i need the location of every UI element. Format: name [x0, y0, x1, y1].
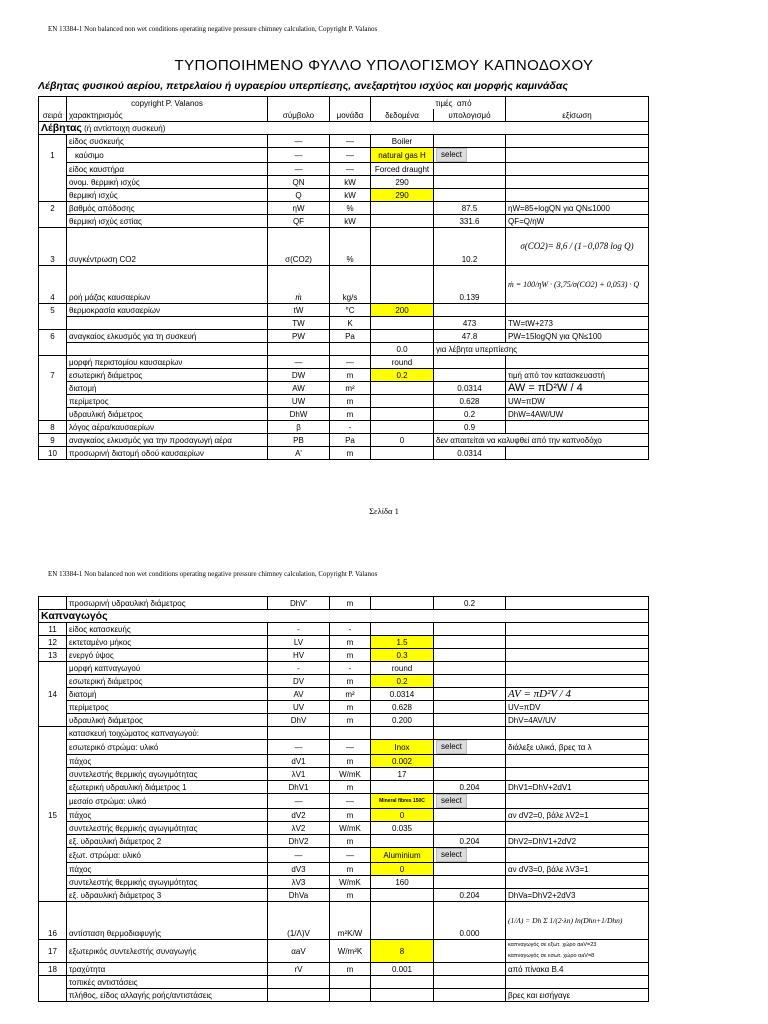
- table-row: υδραυλική διάμετρος DhV m 0.200 DhV=4AV/UV: [39, 714, 649, 727]
- table-row: 17 εξωτερικός συντελεστής συναγωγής αaV W/m²K 8 καπναγωγός σε εξωτ. χώρο αaV=23 καπναγωγός σε εσωτ. χώρο αaV=8: [39, 940, 649, 963]
- outer-layer-material-field[interactable]: Aluminium: [371, 848, 434, 863]
- table-row: εσωτερική διάμετρος DV m 0.2: [39, 675, 649, 688]
- table-row: πάχος dV1 m 0.002: [39, 755, 649, 768]
- document-header-2: EN 13384-1 Non balanced non wet conditions operating negative pressure chimney calculation, Copyright P. Valanos: [48, 570, 378, 578]
- table-row: 12 εκτεταμένο μήκος LV m 1.5: [39, 636, 649, 649]
- convection-note-outdoor: καπναγωγός σε εξωτ. χώρο αaV=23: [508, 942, 597, 948]
- table-row: 8 λόγος αέρα/καυσαερίων β - 0.9: [39, 421, 649, 434]
- section-flue: Καπναγωγός: [39, 610, 649, 623]
- table-row: 16 αντίσταση θερμοδιαφυγής (1/Λ)V m²K/W 0.000 (1/Λ) = Dh Σ 1/(2·λn) ln(Dhn+1/Dhn): [39, 902, 649, 940]
- col-equation: εξίσωση: [506, 109, 649, 122]
- middle-layer-material-field[interactable]: Mineral fibres 150C: [371, 794, 434, 809]
- thermal-resistance-formula: (1/Λ) = Dh Σ 1/(2·λn) ln(Dhn+1/Dhn): [506, 902, 649, 940]
- outer-layer-select-button[interactable]: select: [436, 848, 467, 862]
- length-field[interactable]: 1.5: [371, 636, 434, 649]
- table-row: πλήθος, είδος αλλαγής ροής/αντιστάσεις βρες και εισήγαγε: [39, 989, 649, 1002]
- table-row: εξ. υδραυλική διάμετρος 2 DhV2 m 0.204 DhV2=DhV1+2dV2: [39, 835, 649, 848]
- table-row: 1 καύσιμο — — natural gas H select: [39, 148, 649, 163]
- height-field[interactable]: 0.3: [371, 649, 434, 662]
- table-row: 9 αναγκαίος ελκυσμός για την προσαγωγή αέρα PB Pa 0 δεν απαιτείται να καλυφθεί από την καπνοδόχο: [39, 434, 649, 447]
- calc-sheet-boiler: [38, 96, 649, 460]
- col-symbol: σύμβολο: [268, 109, 330, 122]
- table-row: κατασκευή τοιχώματος καπναγωγού:: [39, 727, 649, 740]
- flue-diameter-field[interactable]: 0.2: [371, 675, 434, 688]
- table-row: θερμική ισχύς Q kW 290: [39, 189, 649, 202]
- table-row: εσωτερικό στρώμα: υλικό — — Inox select διάλεξε υλικά, βρες τα λ: [39, 740, 649, 755]
- col-row-no: σειρά: [39, 109, 67, 122]
- table-row: είδος καυστήρα — — Forced draught: [39, 163, 649, 176]
- page-title: ΤΥΠΟΠΟΙΗΜΕΝΟ ΦΥΛΛΟ ΥΠΟΛΟΓΙΣΜΟΥ ΚΑΠΝΟΔΟΧΟΥ: [174, 57, 594, 74]
- table-row: 15 πάχος dV2 m 0 αν dV2=0, βάλε λV2=1: [39, 809, 649, 822]
- table-row: 2 βαθμός απόδοσης ηW % 87.5 ηW=85+logQN για QN≤1000: [39, 202, 649, 215]
- page-subtitle: Λέβητας φυσικού αερίου, πετρελαίου ή υγραερίου υπερπίεσης, ανεξαρτήτου ισχύος και μορφής καμινάδας: [38, 80, 568, 92]
- table-row: υδραυλική διάμετρος DhW m 0.2 DhW=4AW/UW: [39, 408, 649, 421]
- copyright-note: copyright P. Valanos: [67, 97, 268, 110]
- table-row: είδος συσκευής — — Boiler: [39, 135, 649, 148]
- inner-diameter-field[interactable]: 0.2: [371, 369, 434, 382]
- table-row: συντελεστής θερμικής αγωγιμότητας λV1 W/mK 17: [39, 768, 649, 781]
- table-row: 0.0 για λέβητα υπερπίεσης: [39, 343, 649, 356]
- inner-thickness-field[interactable]: 0.002: [371, 755, 434, 768]
- table-row: 6 αναγκαίος ελκυσμός για τη συσκευή PW Pa 47.8 PW=15logQN για QN≤100: [39, 330, 649, 343]
- table-row: εξ. υδραυλική διάμετρος 3 DhVa m 0.204 DhVa=DhV2+2dV3: [39, 889, 649, 902]
- table-row: εξωτ. στρώμα: υλικό — — Aluminium select: [39, 848, 649, 863]
- table-row: διατομή AW m² 0.0314 AW = πD²W / 4: [39, 382, 649, 395]
- table-row: συντελεστής θερμικής αγωγιμότητας λV2 W/mK 0.035: [39, 822, 649, 835]
- col-calc: υπολογισμό: [434, 109, 506, 122]
- table-row: μορφή καπναγωγού - - round: [39, 662, 649, 675]
- convection-note-indoor: καπναγωγός σε εσωτ. χώρο αaV=8: [508, 953, 595, 959]
- table-row: συντελεστής θερμικής αγωγιμότητας λV3 W/mK 160: [39, 876, 649, 889]
- table-row: θερμική ισχύς εστίας QF kW 331.6 QF=Q/ηW: [39, 215, 649, 228]
- co2-formula: σ(CO2)= 8,6 / (1−0,078 log Q): [506, 228, 649, 266]
- fuel-select-button[interactable]: select: [436, 148, 467, 162]
- table-row: περίμετρος UV m 0.628 UV=πDV: [39, 701, 649, 714]
- middle-thickness-field[interactable]: 0: [371, 809, 434, 822]
- middle-layer-select-button[interactable]: select: [436, 794, 467, 808]
- table-row: 4 ροή μάζας καυσαερίων ṁ kg/s 0.139 ṁ = 100/ηW · (3,75/σ(CO2) + 0,053) · Q: [39, 266, 649, 304]
- table-row: 11 είδος κατασκευής - -: [39, 623, 649, 636]
- table-row: μορφή περιστομίου καυσαερίων — — round: [39, 356, 649, 369]
- table-row: TW K 473 TW=tW+273: [39, 317, 649, 330]
- inner-layer-material-field[interactable]: Inox: [371, 740, 434, 755]
- values-from: από: [456, 98, 472, 108]
- col-unit: μονάδα: [330, 109, 371, 122]
- inner-layer-select-button[interactable]: select: [436, 740, 467, 754]
- col-given: δεδομένα: [371, 109, 434, 122]
- table-row: 13 ενεργό ύψος HV m 0.3: [39, 649, 649, 662]
- convection-coef-field[interactable]: 8: [371, 940, 434, 963]
- mass-flow-formula: ṁ = 100/ηW · (3,75/σ(CO2) + 0,053) · Q: [506, 266, 649, 304]
- table-row: προσωρινή υδραυλική διάμετρος DhV' m 0.2: [39, 597, 649, 610]
- page-number: Σελίδα 1: [369, 506, 399, 516]
- table-row: 14 διατομή AV m² 0.0314 AV = πD²V / 4: [39, 688, 649, 701]
- calc-sheet-flue: [38, 596, 649, 1002]
- col-characteristic: χαρακτηρισμός: [67, 109, 268, 122]
- table-row: ονομ. θερμική ισχύς QN kW 290: [39, 176, 649, 189]
- flue-temp-field[interactable]: 200: [371, 304, 434, 317]
- table-row: περίμετρος UW m 0.628 UW=πDW: [39, 395, 649, 408]
- section-boiler: Λέβητας (ή αντίστοιχη συσκευή): [39, 122, 649, 135]
- table-row: τοπικές αντιστάσεις: [39, 976, 649, 989]
- fuel-field[interactable]: natural gas H: [371, 148, 434, 163]
- table-row: 7 εσωτερική διάμετρος DW m 0.2 τιμή από τον κατασκευαστή: [39, 369, 649, 382]
- outer-thickness-field[interactable]: 0: [371, 863, 434, 876]
- table-row: μεσαίο στρώμα: υλικό — — Mineral fibres 150C select: [39, 794, 649, 809]
- document-header: EN 13384-1 Non balanced non wet conditions operating negative pressure chimney calculation, Copyright P. Valanos: [48, 25, 378, 33]
- table-row: πάχος dV3 m 0 αν dV3=0, βάλε λV3=1: [39, 863, 649, 876]
- table-row: εξωτερική υδραυλική διάμετρος 1 DhV1 m 0.204 DhV1=DhV+2dV1: [39, 781, 649, 794]
- table-row: 5 θερμοκρασία καυσαερίων tW °C 200: [39, 304, 649, 317]
- values-header: τιμές: [435, 98, 453, 108]
- table-row: 3 συγκέντρωση CO2 σ(CO2) % 10.2 σ(CO2)= 8,6 / (1−0,078 log Q): [39, 228, 649, 266]
- table-row: 10 προσωρινή διατομή οδού καυσαερίων A' m 0.0314: [39, 447, 649, 460]
- table-row: 18 τραχύτητα rV m 0.001 από πίνακα B.4: [39, 963, 649, 976]
- heat-output-field[interactable]: 290: [371, 189, 434, 202]
